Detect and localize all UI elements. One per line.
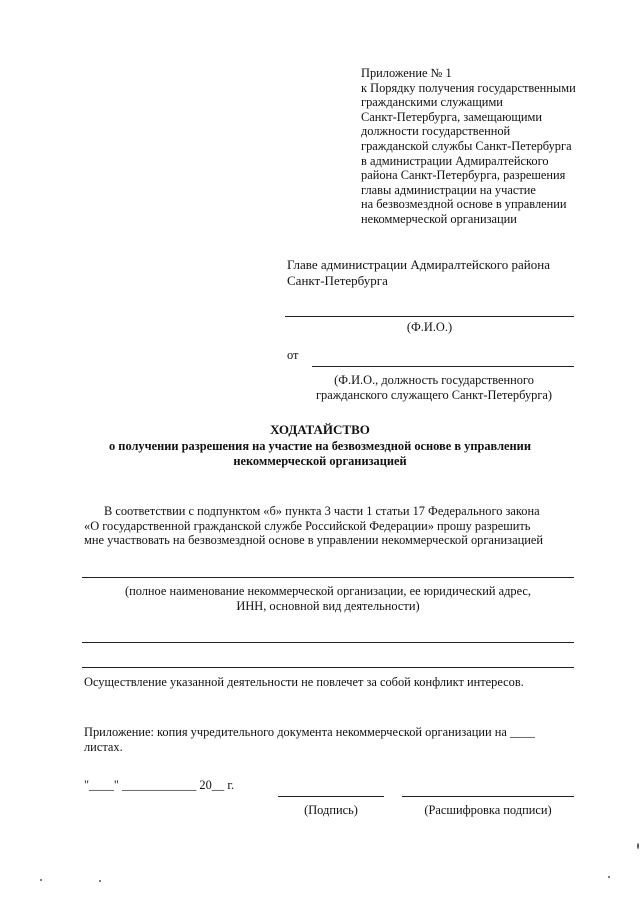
- paragraph-line: мне участвовать на безвозмездной основе в управлении некоммерческой организацией: [84, 533, 543, 548]
- attachment-line: листах.: [84, 739, 123, 754]
- decryption-line[interactable]: [402, 796, 574, 797]
- appendix-line: гражданской службы Санкт-Петербурга: [361, 138, 572, 153]
- document-title: ХОДАТАЙСТВО: [270, 422, 370, 437]
- conflict-statement: Осуществление указанной деятельности не повлечет за собой конфликт интересов.: [84, 675, 524, 689]
- sender-line[interactable]: [312, 366, 574, 367]
- org-details-line[interactable]: [82, 642, 574, 643]
- org-caption-line: ИНН, основной вид деятельности): [236, 598, 420, 613]
- paragraph-line: «О государственной гражданской службе Российской Федерации» прошу разрешить: [84, 518, 531, 533]
- attachment-line: Приложение: копия учредительного документа некоммерческой организации на ____: [84, 725, 535, 739]
- appendix-line: некоммерческой организации: [361, 211, 517, 226]
- sender-caption: [287, 373, 581, 402]
- sender-caption-line: (Ф.И.О., должность государственного: [334, 373, 534, 387]
- addressee-line: Главе администрации Адмиралтейского района: [287, 257, 550, 272]
- attachment-note: [84, 725, 535, 754]
- scan-speck: [608, 876, 610, 878]
- from-label: от: [287, 348, 299, 362]
- signature-caption: (Подпись): [304, 803, 358, 817]
- org-caption-line: (полное наименование некоммерческой организации, ее юридический адрес,: [124, 584, 532, 598]
- sender-caption-line: гражданского служащего Санкт-Петербурга): [315, 387, 553, 402]
- date-field[interactable]: "____" ____________ 20__ г.: [84, 778, 235, 792]
- appendix-line: главы администрации на участие: [361, 182, 536, 197]
- scan-speck: [99, 880, 101, 882]
- appendix-block: [361, 66, 576, 227]
- org-details-line[interactable]: [82, 667, 574, 668]
- decryption-caption: (Расшифровка подписи): [424, 803, 552, 817]
- appendix-line: гражданскими служащими: [361, 95, 503, 110]
- org-name-line[interactable]: [82, 577, 574, 578]
- request-paragraph: [84, 504, 574, 548]
- subtitle-line: некоммерческой организацией: [233, 453, 407, 468]
- signature-line[interactable]: [278, 796, 384, 797]
- appendix-line: района Санкт-Петербурга, разрешения: [361, 168, 566, 183]
- appendix-line: к Порядку получения государственными: [361, 80, 576, 95]
- document-subtitle: [60, 439, 580, 468]
- org-caption: [82, 584, 574, 613]
- scan-speck: [40, 879, 42, 881]
- appendix-line: Приложение № 1: [361, 66, 452, 80]
- paragraph-line: В соответствии с подпунктом «б» пункта 3 части 1 статьи 17 Федерального закона: [104, 504, 540, 518]
- addressee-block: [287, 257, 550, 289]
- subtitle-line: о получении разрешения на участие на безвозмездной основе в управлении: [109, 439, 531, 453]
- appendix-line: в администрации Адмиралтейского: [361, 153, 549, 168]
- appendix-line: Санкт-Петербурга, замещающими: [361, 109, 543, 124]
- appendix-line: на безвозмездной основе в управлении: [361, 197, 567, 212]
- appendix-line: должности государственной: [361, 124, 511, 139]
- fio-caption: (Ф.И.О.): [406, 320, 453, 334]
- fio-line[interactable]: [285, 316, 574, 317]
- scan-speck: [637, 843, 639, 849]
- addressee-line: Санкт-Петербурга: [287, 273, 388, 288]
